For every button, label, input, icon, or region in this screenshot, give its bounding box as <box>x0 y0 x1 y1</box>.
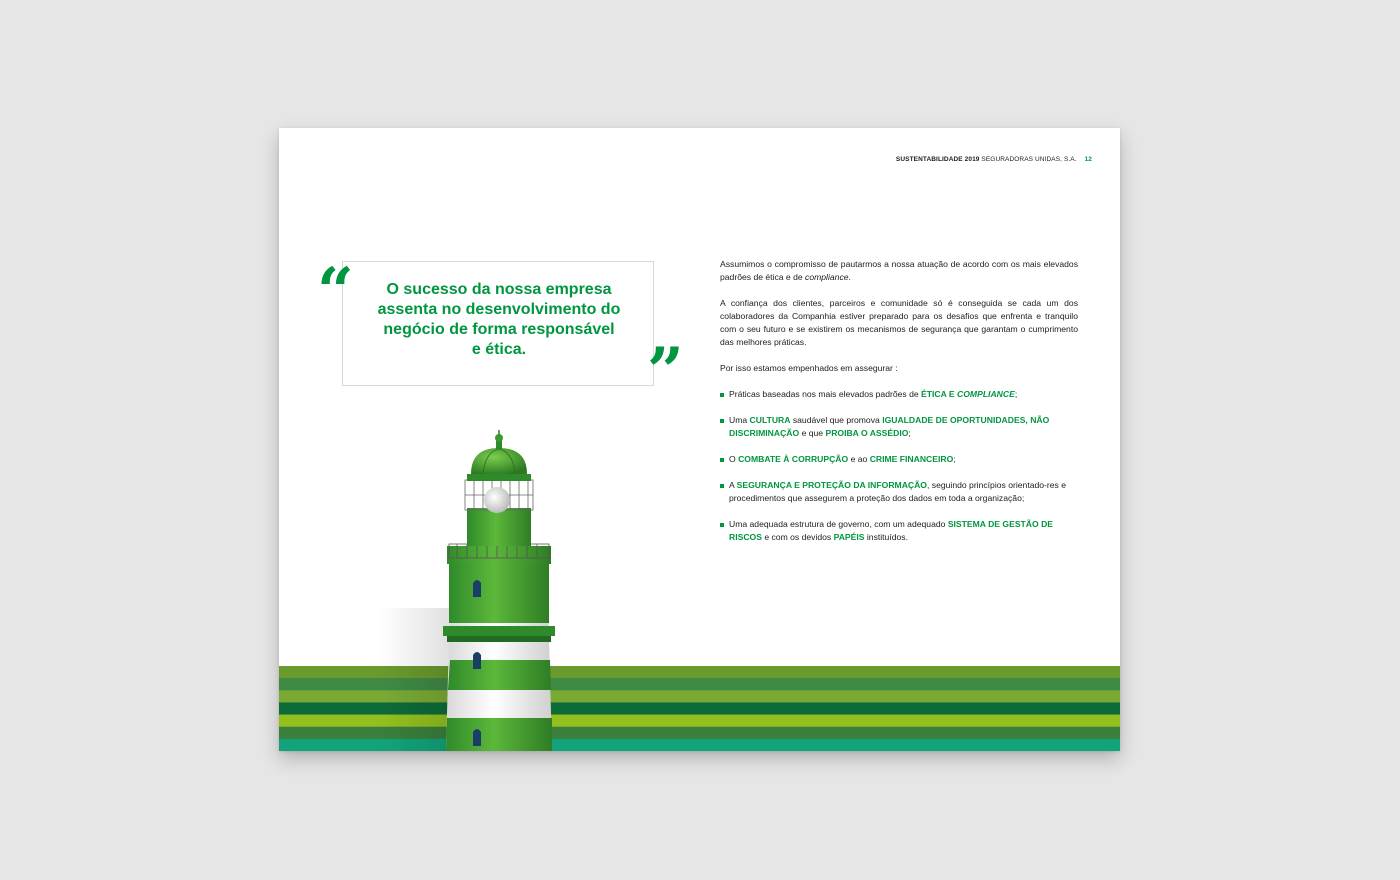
list-item <box>720 518 1078 544</box>
item-text: Uma <box>729 415 750 425</box>
open-quote-mark: “ <box>317 254 354 329</box>
page-header <box>896 156 1092 163</box>
close-quote-mark: ” <box>647 334 684 409</box>
item-text: , seguindo princípios orientado-res e procedimentos que assegurem a proteção dos dados em toda a organização; <box>729 480 1067 503</box>
paragraph-text: Assumimos o compromisso de pautarmos a nossa atuação de acordo com os mais elevados padrões de ética e de <box>720 259 1078 282</box>
item-text: e com os devidos <box>761 532 834 542</box>
item-text: saudável que promova <box>790 415 883 425</box>
highlight-text: PROIBA O ASSÉDIO <box>825 428 909 438</box>
paragraph: Por isso estamos empenhados em assegurar : <box>720 363 898 373</box>
highlight-text: IGUALDADE DE OPORTUNIDADES, NÃO DISCRIMINAÇÃO <box>729 415 1050 438</box>
item-text: O <box>729 454 739 464</box>
highlight-text: COMPLIANCE <box>957 389 1015 399</box>
highlight-text: SEGURANÇA E PROTEÇÃO DA INFORMAÇÃO <box>736 480 927 490</box>
highlight-text: PAPÉIS <box>833 532 865 542</box>
item-text: Uma adequada estrutura de governo, com um adequado <box>729 519 948 529</box>
page-number: 12 <box>1084 156 1092 163</box>
item-text: e ao <box>848 454 870 464</box>
paragraph-text: . <box>848 272 851 282</box>
commitments-list <box>720 388 1078 544</box>
emphasis-text: compliance <box>805 272 849 282</box>
list-item <box>720 453 1078 466</box>
quote-line: assenta no desenvolvimento do <box>377 301 621 318</box>
quote-line: O sucesso da nossa empresa <box>386 281 612 298</box>
highlight-text: CRIME FINANCEIRO <box>869 454 954 464</box>
item-text: Práticas baseadas nos mais elevados padrões de <box>729 389 922 399</box>
highlight-text: CULTURA <box>749 415 791 425</box>
list-item <box>720 479 1078 505</box>
item-text: instituídos. <box>864 532 908 542</box>
quote-line: e ética. <box>471 341 527 358</box>
report-title: SUSTENTABILIDADE 2019 <box>895 156 980 163</box>
body-text <box>720 258 1078 557</box>
list-item <box>720 388 1078 401</box>
paragraph <box>720 258 1078 284</box>
lighthouse-illustration <box>379 428 619 751</box>
highlight-text: ÉTICA E <box>921 389 958 399</box>
company-name: SEGURADORAS UNIDAS, S.A. <box>981 156 1077 163</box>
quote-line: negócio de forma responsável <box>383 321 615 338</box>
report-page <box>279 128 1120 751</box>
item-text: A <box>729 480 737 490</box>
item-text: ; <box>908 428 911 438</box>
pull-quote <box>367 280 631 360</box>
item-text: e que <box>799 428 826 438</box>
item-text: ; <box>953 454 956 464</box>
paragraph: A confiança dos clientes, parceiros e comunidade só é conseguida se cada um dos colaboradores da Companhia estiver preparado para os desafios que enfrenta e tranquilo com o seu futuro e se existirem os mecanismos de segurança que garantam o cumprimento das melhores práticas. <box>720 298 1078 347</box>
highlight-text: SISTEMA DE GESTÃO DE RISCOS <box>729 519 1054 542</box>
list-item <box>720 414 1078 440</box>
highlight-text: COMBATE À CORRUPÇÃO <box>738 454 849 464</box>
item-text: ; <box>1014 389 1018 399</box>
